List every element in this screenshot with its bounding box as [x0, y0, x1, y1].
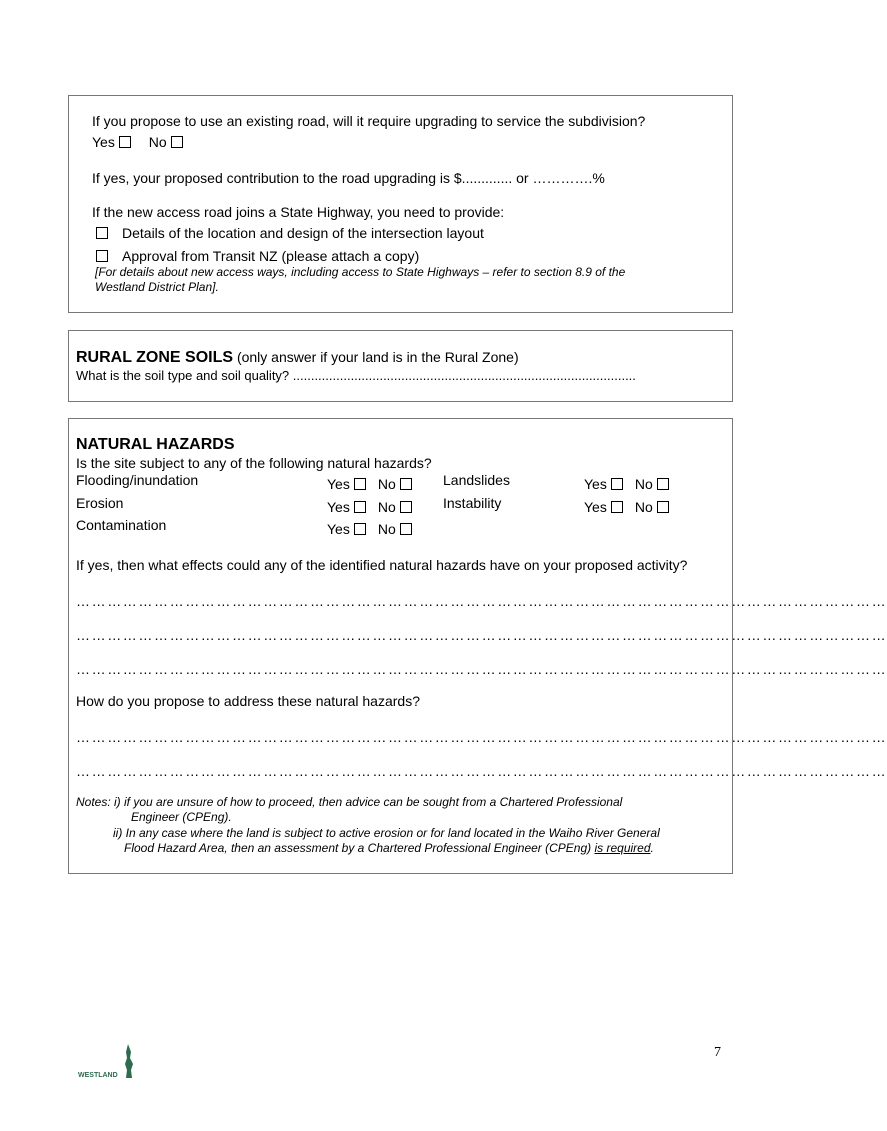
no-checkbox[interactable]: [400, 501, 412, 513]
hazards-title: NATURAL HAZARDS: [76, 436, 235, 453]
hazard-landslides: Landslides: [443, 472, 510, 488]
page-number: 7: [714, 1045, 721, 1060]
address-answer-line[interactable]: …………………………………………………………………………………………………………………………………………: [76, 763, 887, 779]
effects-answer-line[interactable]: …………………………………………………………………………………………………………………………………………: [76, 593, 887, 609]
instability-yes-no: Yes No: [584, 499, 669, 515]
transit-checkbox[interactable]: [96, 250, 108, 262]
yes-checkbox[interactable]: [354, 478, 366, 490]
soils-question[interactable]: What is the soil type and soil quality? ...............................................................................................: [76, 368, 636, 383]
address-answer-line[interactable]: …………………………………………………………………………………………………………………………………………: [76, 729, 887, 745]
address-question: How do you propose to address these natural hazards?: [76, 693, 420, 709]
westland-logo: [78, 1042, 138, 1082]
item-intersection: Details of the location and design of the intersection layout: [92, 225, 484, 241]
tree-icon: [78, 1042, 138, 1082]
landslides-yes-no: Yes No: [584, 476, 669, 492]
svg-text:WESTLAND: WESTLAND: [78, 1072, 118, 1079]
hazards-question: Is the site subject to any of the following natural hazards?: [76, 455, 432, 471]
flooding-yes-no: Yes No: [327, 476, 412, 492]
effects-answer-line[interactable]: …………………………………………………………………………………………………………………………………………: [76, 661, 887, 677]
hazard-erosion: Erosion: [76, 495, 124, 511]
erosion-yes-no: Yes No: [327, 499, 412, 515]
road-contribution[interactable]: If yes, your proposed contribution to the road upgrading is $............. or ………….%: [92, 170, 605, 186]
yes-checkbox[interactable]: [354, 501, 366, 513]
notes-2b: Flood Hazard Area, then an assessment by a Chartered Professional Engineer (CPEng) is required.: [124, 841, 654, 855]
road-note-1: [For details about new access ways, including access to State Highways – refer to section 8.9 of the: [95, 265, 626, 279]
yes-checkbox[interactable]: [611, 478, 623, 490]
road-yes-no: Yes No: [92, 134, 183, 150]
no-checkbox[interactable]: [657, 501, 669, 513]
no-checkbox[interactable]: [171, 136, 183, 148]
yes-checkbox[interactable]: [119, 136, 131, 148]
soils-heading: RURAL ZONE SOILS (only answer if your land is in the Rural Zone): [76, 349, 519, 366]
road-note-2: Westland District Plan].: [95, 280, 219, 294]
effects-question: If yes, then what effects could any of the identified natural hazards have on your proposed activity?: [76, 557, 688, 573]
notes-1a: Notes: i) if you are unsure of how to proceed, then advice can be sought from a Chartered Professional: [76, 795, 623, 809]
notes-2a: ii) In any case where the land is subject to active erosion or for land located in the Waiho River General: [113, 826, 660, 840]
notes-1b: Engineer (CPEng).: [131, 810, 232, 824]
hazard-contamination: Contamination: [76, 517, 167, 533]
no-checkbox[interactable]: [657, 478, 669, 490]
hazard-instability: Instability: [443, 495, 502, 511]
hazard-flooding: Flooding/inundation: [76, 472, 199, 488]
item-transit-approval: Approval from Transit NZ (please attach a copy): [92, 248, 419, 264]
no-checkbox[interactable]: [400, 478, 412, 490]
intersection-checkbox[interactable]: [96, 227, 108, 239]
yes-checkbox[interactable]: [354, 523, 366, 535]
no-checkbox[interactable]: [400, 523, 412, 535]
state-highway-label: If the new access road joins a State Highway, you need to provide:: [92, 204, 505, 220]
rural-soils-section: [68, 330, 733, 402]
road-question: If you propose to use an existing road, will it require upgrading to service the subdivision?: [92, 113, 646, 129]
contamination-yes-no: Yes No: [327, 521, 412, 537]
effects-answer-line[interactable]: …………………………………………………………………………………………………………………………………………: [76, 627, 887, 643]
yes-checkbox[interactable]: [611, 501, 623, 513]
